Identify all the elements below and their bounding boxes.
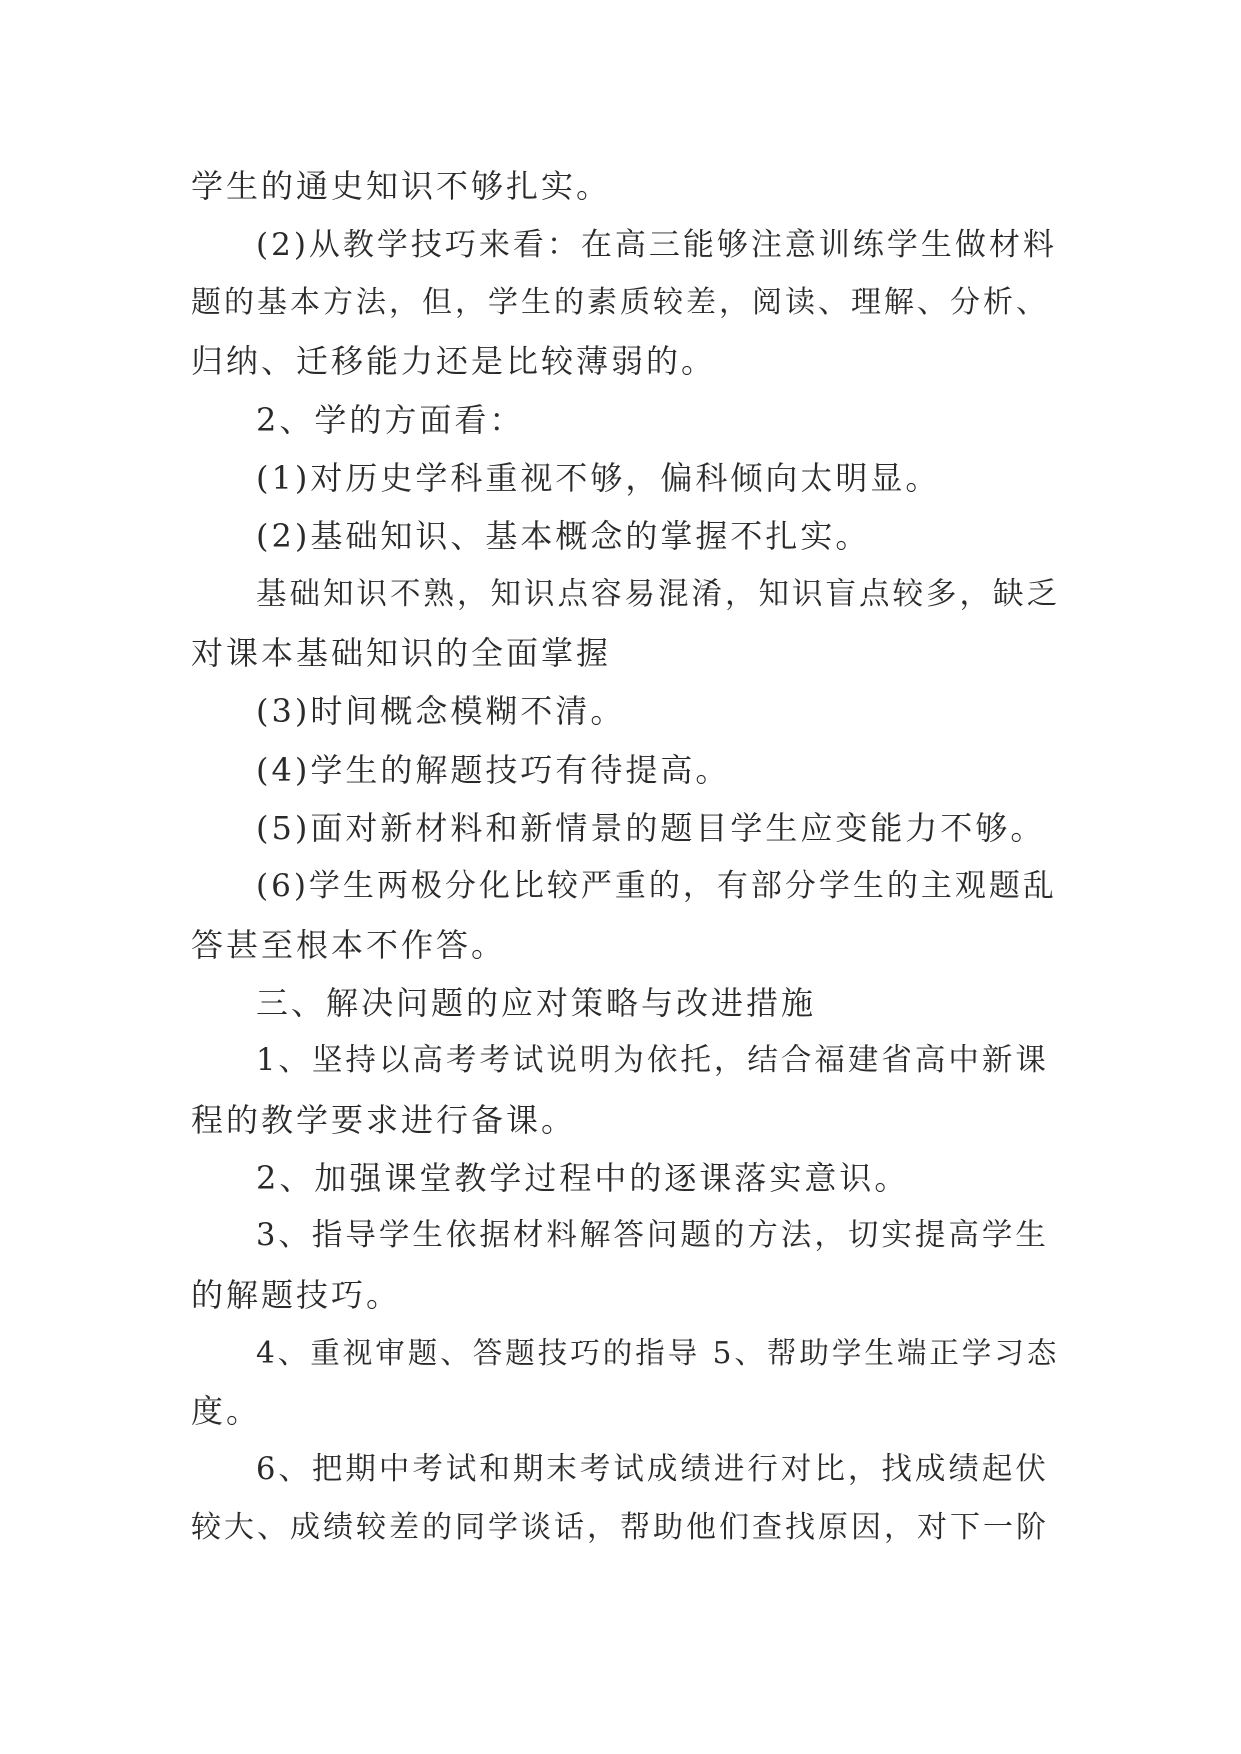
text-line: (2)基础知识、基本概念的掌握不扎实。 [256,517,871,555]
text-line: 较大、成绩较差的同学谈话，帮助他们查找原因，对下一阶 [191,1510,1049,1545]
text-line: 程的教学要求进行备课。 [191,1101,577,1139]
section-heading: 三、解决问题的应对策略与改进措施 [256,984,817,1022]
text-line: 3、指导学生依据材料解答问题的方法，切实提高学生 [256,1218,1049,1253]
text-line: 对课本基础知识的全面掌握 [191,634,612,672]
text-line: 4、重视审题、答题技巧的指导 5、帮助学生端正学习态 [256,1336,1060,1370]
text-line: 1、坚持以高考考试说明为依托，结合福建省高中新课 [256,1043,1049,1078]
text-line: 归纳、迁移能力还是比较薄弱的。 [191,342,717,380]
text-line: (3)时间概念模糊不清。 [256,692,626,730]
text-line: 度。 [191,1392,262,1430]
text-line: 的解题技巧。 [191,1276,402,1314]
text-line: 2、学的方面看： [256,401,525,439]
text-line: 6、把期中考试和期末考试成绩进行对比，找成绩起伏 [256,1452,1049,1487]
text-line: 答甚至根本不作答。 [191,926,507,964]
text-line: (5)面对新材料和新情景的题目学生应变能力不够。 [256,809,1046,847]
text-line: 题的基本方法，但，学生的素质较差，阅读、理解、分析、 [191,285,1049,320]
text-line: 2、加强课堂教学过程中的逐课落实意识。 [256,1159,910,1197]
text-line: (2)从教学技巧来看：在高三能够注意训练学生做材料 [256,227,1057,263]
text-line: (6)学生两极分化比较严重的，有部分学生的主观题乱 [256,868,1057,904]
text-line: 基础知识不熟，知识点容易混淆，知识盲点较多，缺乏 [256,577,1060,612]
text-line: (1)对历史学科重视不够，偏科倾向太明显。 [256,459,941,497]
text-line: (4)学生的解题技巧有待提高。 [256,751,731,789]
text-line: 学生的通史知识不够扎实。 [191,167,612,205]
